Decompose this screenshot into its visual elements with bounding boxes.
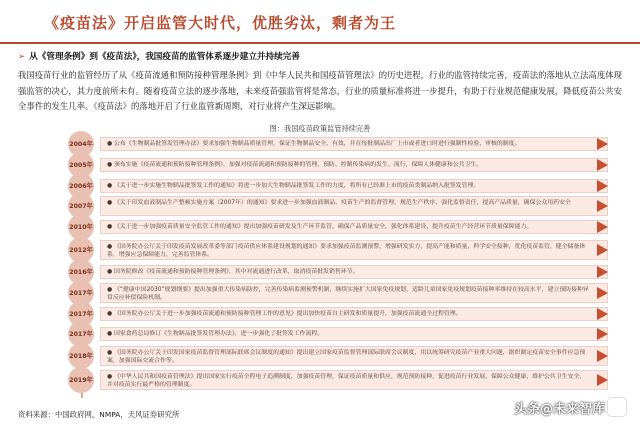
watermark-logo-icon: [608, 398, 626, 416]
timeline-entry: ● 公布《生物制品批签发管理办法》要求加强生物制品质量管理，保证生物制品安全、有效，并在每批制品出厂上市或者进口时进行强制性检验、审核的制度。: [100, 137, 608, 151]
timeline-year-badge: 2017年: [68, 301, 94, 327]
watermark: [514, 398, 626, 417]
timeline-year-badge: 2017年: [68, 280, 94, 306]
timeline-year-badge: 2017年: [68, 321, 94, 347]
section-heading-text: 从《管理条例》到《疫苗法》，我国疫苗的监管体系逐步建立并持续完善: [29, 52, 300, 62]
timeline-entry: ● 颁布实施《疫苗流通和预防接种管理条例》，加强对疫苗流通和预防接种的管理，预防、控制传染病的发生、流行，保障人体健康和公共卫生。: [100, 158, 608, 172]
timeline-entry: ● 国务院修改《疫苗流通和预防接种管理条例》，其中对流通进行改革，取消疫苗批发销售环节。: [100, 265, 608, 279]
body-paragraph: 我国疫苗行业的监管经历了从《疫苗流通和预防接种管理条例》到《中华人民共和国疫苗管理法》的历史进程，行业的监管持续完善，疫苗法的落地从立法高度体现强监管的决心，其力度前所未有。随着疫苗立法的逐步落地，未来疫苗强监管将是常态，行业的质量标准将进一步提升，有助于行业规范健康发展，降低疫苗公共安全事件的发生几率。《疫苗法》的落地开启了行业监管新周期，对行业将产生深远影响。: [18, 70, 622, 112]
timeline-year-badge: 2010年: [68, 214, 94, 240]
timeline-entry: ● 《“健康中国2030”规划纲要》提出加强重大传染病防控，完善传染病监测预警机制，继续实施扩大国家免疫规划，适龄儿童国家免疫规划疫苗接种率维持在较高水平，建立预防接种异常反应补偿保险机制。: [100, 283, 608, 303]
timeline-entry: ● 《中华人民共和国疫苗管理法》提出国家实行疫苗全程电子追溯制度，加强疫苗管理，保证疫苗质量和供应，规范预防接种，促进疫苗行业发展，保障公众健康，维护公共卫生安全，并对疫苗实行最严格的管理制度。: [100, 370, 608, 390]
timeline-entry: ● 《关于进一步加强疫苗质量安全监管工作的通知》提出加强疫苗研发及生产环节监管，确保产品质量安全，强化体系建设，提升疫苗生产经营环节质量保障能力。: [100, 220, 608, 234]
arrow-bullet-icon: ➢: [18, 52, 26, 62]
timeline-year-badge: 2004年: [68, 131, 94, 157]
timeline-entry: ● 《关于印发血液制品生产整顿实施方案（2007年）的通知》要求进一步加强血液制品、疫苗生产的监督管理，规范生产秩序，强化监督责任，提高产品质量，确保公众用药安全: [100, 196, 608, 216]
timeline-year-badge: 2016年: [68, 259, 94, 285]
timeline-year-badge: 2006年: [68, 173, 94, 199]
timeline-year-badge: 2005年: [68, 152, 94, 178]
source-note: 资料来源：中国政府网，NMPA，天风证券研究所: [18, 410, 180, 419]
watermark-text: 头条@未来智库: [513, 402, 605, 417]
timeline-year-badge: 2007年: [68, 193, 94, 219]
timeline-entry: ● 《关于进一步实施生物制品批签发工作的通知》将进一步加大生物制品批签发工作的力度，将所有已经准上市的疫苗类制品纳入批签发管理。: [100, 179, 608, 193]
timeline-entry: ● 《国务院办公厅关于印发国家疫苗监督管理部际联席会议制度的通知》提出建立国家疫苗监督管理部际联席会议制度，用以统筹研究疫苗产业重大问题，据织制定疫苗安全事件应急预案，加强国际交流合作等。: [100, 346, 608, 366]
timeline-entry: ● 《国务院办公厅关于印发疫苗发展改革委等部门疫苗供应体系建设规划的通知》要求加强疫苗监测预警，增强研发实力，提高产能和质量，科学安全接种，优化疫苗监管，健全储备体系，增强应急保障能力，完善监管体系。: [100, 240, 608, 260]
timeline-year-badge: 2012年: [68, 237, 94, 263]
page-title: 《疫苗法》开启监管大时代，优胜劣汰，剩者为王: [44, 14, 397, 32]
timeline-year-badge: 2018年: [68, 343, 94, 369]
timeline-entry: ● 《国务院办公厅关于进一步加强疫苗流通和预防接种管理工作的意见》提出加快疫苗自主研发和质量提升，加强疫苗流通全过程管理。: [100, 307, 608, 321]
figure-caption: 图：我国疫苗政策监管持续完善: [269, 124, 371, 133]
timeline-year-badge: 2019年: [68, 367, 94, 393]
timeline-entry: ● 国家食药总局修订《生物制品批签发管理办法》，进一步强化了批签发工作流程。: [100, 327, 608, 341]
